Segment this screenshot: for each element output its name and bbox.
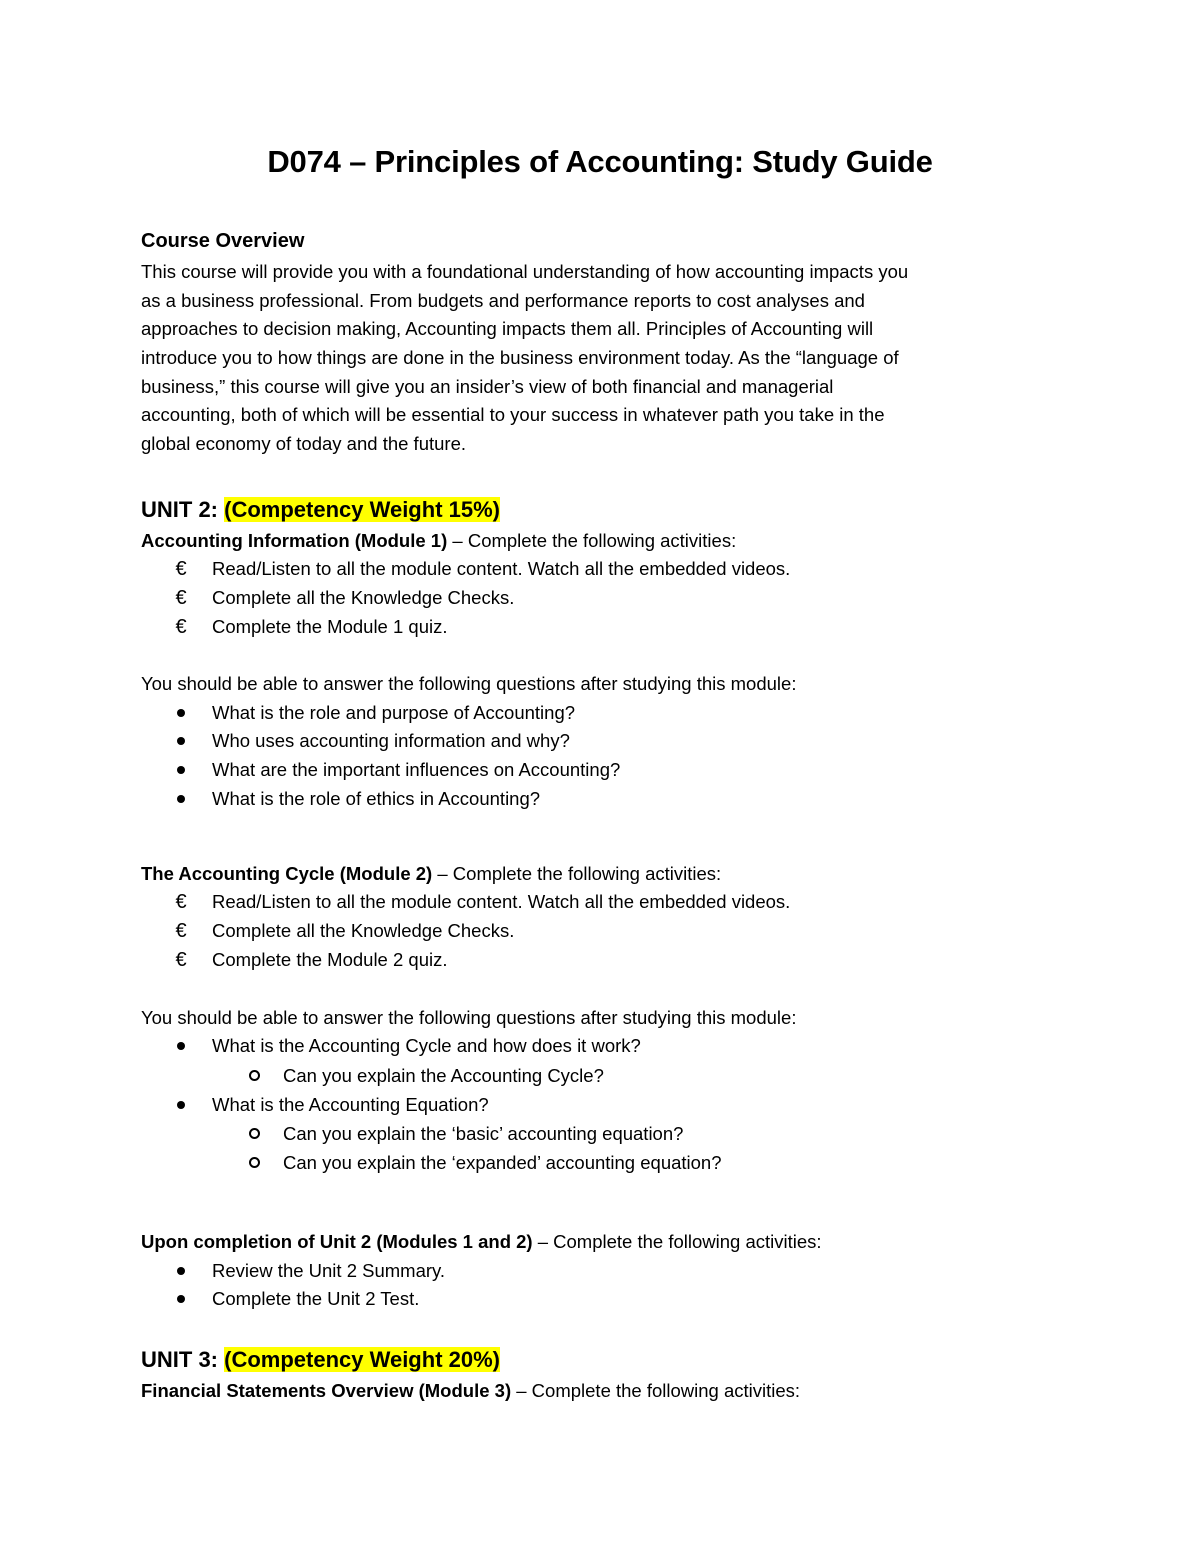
bullet-icon <box>171 699 191 727</box>
unit-3-label: UNIT 3: <box>141 1347 225 1372</box>
question-text: What is the role and purpose of Accounting? <box>212 702 576 723</box>
sub-question-text: Can you explain the ‘basic’ accounting equation? <box>283 1123 684 1144</box>
module-1-title: Accounting Information (Module 1) <box>141 530 448 551</box>
module-3-heading <box>141 1377 800 1405</box>
unit-2-label: UNIT 2: <box>141 497 225 522</box>
module-3-title: Financial Statements Overview (Module 3) <box>141 1380 512 1401</box>
unit-3-heading <box>141 1346 500 1374</box>
unit-2-completion-heading <box>141 1228 822 1256</box>
bullet-icon <box>171 1285 191 1313</box>
bullet-icon <box>171 1032 191 1060</box>
module-2-questions-intro: You should be able to answer the following questions after studying this module: <box>141 1007 797 1028</box>
sub-question-text: Can you explain the ‘expanded’ accounting equation? <box>283 1152 722 1173</box>
euro-bullet-icon: € <box>175 949 187 971</box>
unit-2-weight-highlight: (Competency Weight 15%) <box>224 497 500 522</box>
page-title: D074 – Principles of Accounting: Study Guide <box>267 144 933 179</box>
bullet-icon <box>171 1257 191 1285</box>
bullet-icon <box>171 756 191 784</box>
activity-text: Complete all the Knowledge Checks. <box>212 587 515 608</box>
circle-bullet-icon <box>244 1120 264 1148</box>
unit-2-heading <box>141 496 500 524</box>
course-overview-heading: Course Overview <box>141 230 305 252</box>
module-2-heading <box>141 860 721 888</box>
euro-bullet-icon: € <box>175 891 187 913</box>
overview-line: accounting, both of which will be essential to your success in whatever path you take in the <box>141 404 885 425</box>
module-2-title: The Accounting Cycle (Module 2) <box>141 863 433 884</box>
question-text: What are the important influences on Accounting? <box>212 759 621 780</box>
question-text: What is the Accounting Cycle and how does it work? <box>212 1035 641 1056</box>
unit-2-completion-title: Upon completion of Unit 2 (Modules 1 and 2) <box>141 1231 533 1252</box>
unit-3-weight-highlight: (Competency Weight 20%) <box>224 1347 500 1372</box>
question-text: Who uses accounting information and why? <box>212 730 570 751</box>
completion-text: Review the Unit 2 Summary. <box>212 1260 446 1281</box>
module-1-questions-intro: You should be able to answer the following questions after studying this module: <box>141 673 797 694</box>
activity-text: Complete all the Knowledge Checks. <box>212 920 515 941</box>
overview-line: business,” this course will give you an insider’s view of both financial and managerial <box>141 376 834 397</box>
bullet-icon <box>171 785 191 813</box>
module-1-heading <box>141 527 736 555</box>
activity-text: Read/Listen to all the module content. Watch all the embedded videos. <box>212 558 791 579</box>
unit-2-completion-suffix: – Complete the following activities: <box>532 1231 822 1252</box>
module-2-suffix: – Complete the following activities: <box>432 863 722 884</box>
completion-text: Complete the Unit 2 Test. <box>212 1288 420 1309</box>
overview-line: approaches to decision making, Accounting impacts them all. Principles of Accounting will <box>141 318 874 339</box>
overview-line: introduce you to how things are done in the business environment today. As the “language of <box>141 347 899 368</box>
question-text: What is the role of ethics in Accounting? <box>212 788 541 809</box>
euro-bullet-icon: € <box>175 920 187 942</box>
module-3-suffix: – Complete the following activities: <box>511 1380 801 1401</box>
euro-bullet-icon: € <box>175 616 187 638</box>
bullet-icon <box>171 727 191 755</box>
bullet-icon <box>171 1091 191 1119</box>
module-1-suffix: – Complete the following activities: <box>447 530 737 551</box>
circle-bullet-icon <box>244 1062 264 1090</box>
question-text: What is the Accounting Equation? <box>212 1094 489 1115</box>
euro-bullet-icon: € <box>175 587 187 609</box>
activity-text: Complete the Module 1 quiz. <box>212 616 448 637</box>
overview-line: global economy of today and the future. <box>141 433 466 454</box>
overview-line: This course will provide you with a foundational understanding of how accounting impacts you <box>141 261 909 282</box>
sub-question-text: Can you explain the Accounting Cycle? <box>283 1065 604 1086</box>
euro-bullet-icon: € <box>175 558 187 580</box>
activity-text: Complete the Module 2 quiz. <box>212 949 448 970</box>
overview-line: as a business professional. From budgets and performance reports to cost analyses and <box>141 290 865 311</box>
circle-bullet-icon <box>244 1149 264 1177</box>
activity-text: Read/Listen to all the module content. Watch all the embedded videos. <box>212 891 791 912</box>
